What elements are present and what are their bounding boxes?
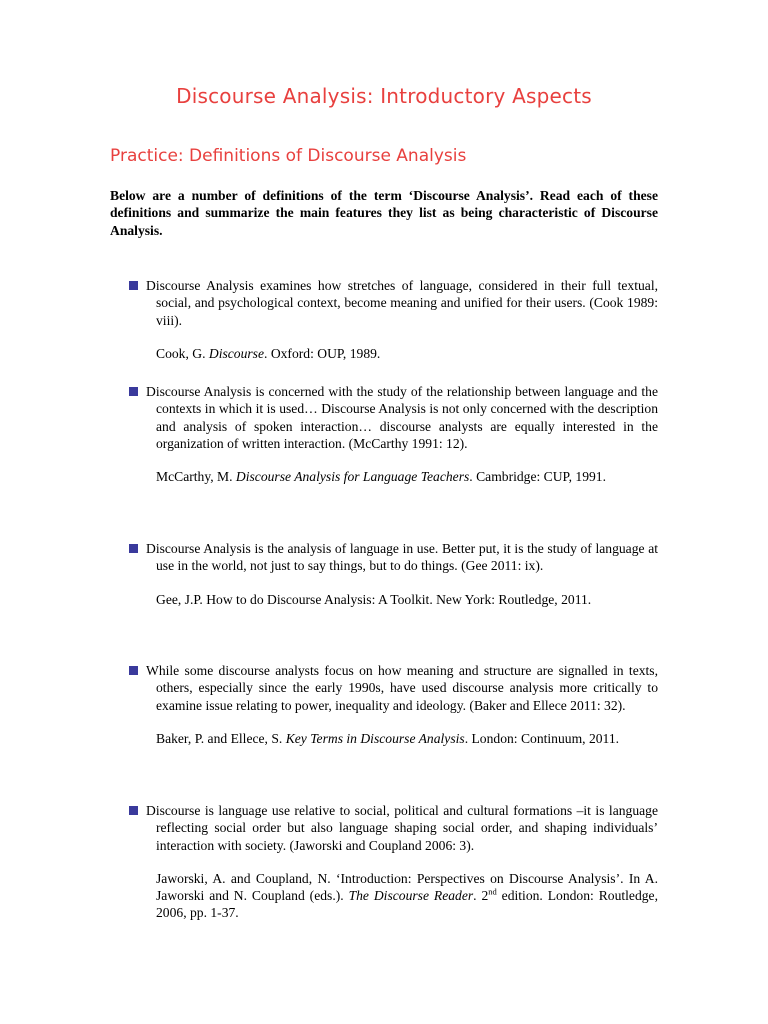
section-heading: Practice: Definitions of Discourse Analysis	[110, 146, 467, 166]
reference-publisher: . 2	[473, 888, 489, 904]
document-title: Discourse Analysis: Introductory Aspects	[176, 84, 592, 108]
square-bullet-icon	[129, 806, 138, 815]
square-bullet-icon	[129, 387, 138, 396]
reference-author: Cook, G.	[156, 345, 209, 361]
square-bullet-icon	[129, 281, 138, 290]
definition-quote: Discourse Analysis is the analysis of language in use. Better put, it is the study of language at use in the world, not just to say things, but to do things. (Gee 2011: ix).	[146, 541, 658, 574]
definition-quote: Discourse Analysis is concerned with the study of the relationship between language and the contexts in which it is used… Discourse Analysis is not only concerned with the description and analysis of spoken interaction… discourse analysts are equally interested in the organization of written interaction. (McCarthy 1991: 12).	[146, 384, 658, 451]
reference	[156, 870, 658, 922]
definition-item-3	[110, 540, 658, 608]
definition-text	[110, 540, 658, 575]
instructions-paragraph: Below are a number of definitions of the term ‘Discourse Analysis’. Read each of these definitions and summarize the main features they list as being characteristic of Discourse Analysis.	[110, 188, 658, 238]
reference-publisher: . Cambridge: CUP, 1991.	[469, 469, 606, 485]
reference	[156, 345, 658, 362]
definition-quote: Discourse is language use relative to social, political and cultural formations –it is language reflecting social order but also language shaping social order, and shaping individuals’ interaction with society. (Jaworski and Coupland 2006: 3).	[146, 803, 658, 853]
definition-text	[110, 277, 658, 329]
reference	[156, 468, 658, 485]
definition-text	[110, 802, 658, 854]
reference-title: Key Terms in Discourse Analysis	[285, 730, 465, 746]
reference	[156, 730, 658, 747]
reference	[156, 591, 658, 608]
definition-item-2	[110, 383, 658, 485]
square-bullet-icon	[129, 666, 138, 675]
definition-item-1	[110, 277, 658, 362]
square-bullet-icon	[129, 544, 138, 553]
reference-author: Gee, J.P. How to do Discourse Analysis: A Toolkit. New York: Routledge, 2011.	[156, 591, 592, 607]
reference-author: McCarthy, M.	[156, 469, 236, 485]
reference-title: Discourse	[208, 345, 265, 361]
reference-title: Discourse Analysis for Language Teachers	[235, 469, 470, 485]
reference-author: Baker, P. and Ellece, S.	[156, 730, 286, 746]
reference-edition: edition. London: Routledge, 2006, pp. 1-37.	[156, 888, 658, 921]
reference-title: The Discourse Reader	[348, 888, 474, 904]
definition-item-5	[110, 802, 658, 922]
definition-text	[110, 662, 658, 714]
reference-publisher: . Oxford: OUP, 1989.	[264, 345, 381, 361]
reference-author: Jaworski, A. and Coupland, N. ‘Introduction: Perspectives on Discourse Analysis’. In A. Jaworski and N. Coupland (eds.).	[156, 870, 658, 904]
reference-publisher: . London: Continuum, 2011.	[464, 730, 620, 746]
reference-superscript: nd	[488, 886, 497, 897]
definition-item-4	[110, 662, 658, 747]
definition-quote: Discourse Analysis examines how stretches of language, considered in their full textual, social, and psychological context, become meaning and unified for their users. (Cook 1989: viii).	[146, 278, 658, 328]
definition-text	[110, 383, 658, 452]
definition-quote: While some discourse analysts focus on how meaning and structure are signalled in texts, others, especially since the early 1990s, have used discourse analysis more critically to examine issue relating to power, inequality and ideology. (Baker and Ellece 2011: 32).	[146, 663, 658, 713]
